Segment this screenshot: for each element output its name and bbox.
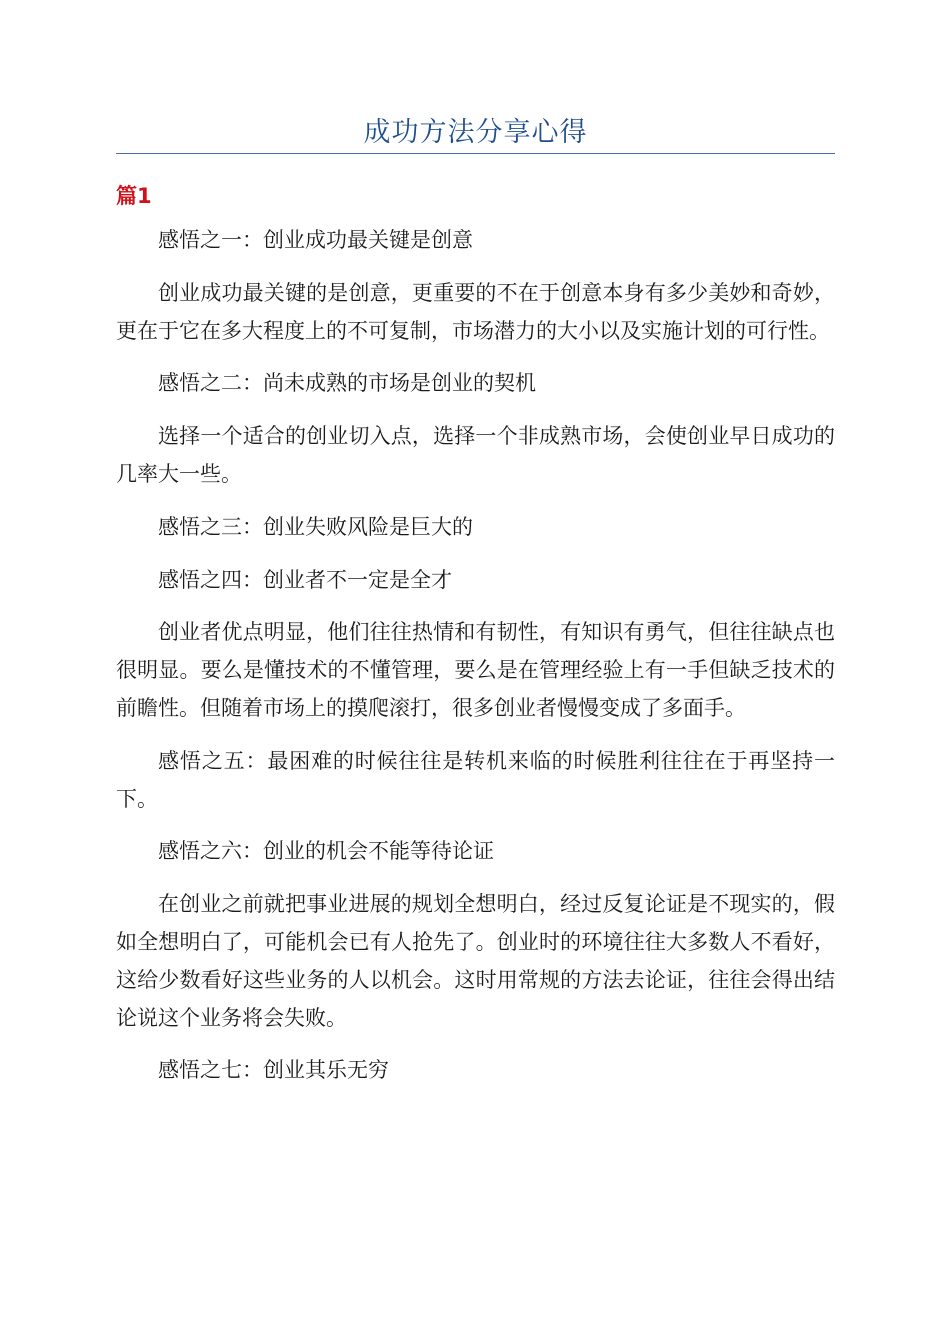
document-body xyxy=(116,222,835,1105)
paragraph: 感悟之三：创业失败风险是巨大的 xyxy=(158,514,473,539)
paragraph: 创业者优点明显，他们往往热情和有韧性，有知识有勇气，但往往缺点也很明显。要么是懂技术的不懂管理，要么是在管理经验上有一手但缺乏技术的前瞻性。但随着市场上的摸爬滚打，很多创业者慢慢变成了多面手。 xyxy=(116,620,835,720)
paragraph: 选择一个适合的创业切入点，选择一个非成熟市场，会使创业早日成功的几率大一些。 xyxy=(116,424,835,486)
paragraph: 创业成功最关键的是创意，更重要的不在于创意本身有多少美妙和奇妙，更在于它在多大程度上的不可复制，市场潜力的大小以及实施计划的可行性。 xyxy=(116,280,835,343)
title-divider xyxy=(116,153,835,154)
paragraph: 在创业之前就把事业进展的规划全想明白，经过反复论证是不现实的，假如全想明白了，可能机会已有人抢先了。创业时的环境往往大多数人不看好，这给少数看好这些业务的人以机会。这时用常规的方法去论证，往往会得出结论说这个业务将会失败。 xyxy=(116,892,835,1030)
paragraph: 感悟之一：创业成功最关键是创意 xyxy=(158,228,473,252)
section-heading: 篇1 xyxy=(116,184,152,208)
paragraph: 感悟之五：最困难的时候往往是转机来临的时候胜利往往在于再坚持一下。 xyxy=(116,748,835,811)
paragraph: 感悟之七：创业其乐无穷 xyxy=(158,1058,389,1083)
paragraph: 感悟之四：创业者不一定是全才 xyxy=(158,567,452,592)
paragraph: 感悟之六：创业的机会不能等待论证 xyxy=(158,839,494,864)
paragraph: 感悟之二：尚未成熟的市场是创业的契机 xyxy=(158,371,536,396)
document-title: 成功方法分享心得 xyxy=(363,117,588,148)
